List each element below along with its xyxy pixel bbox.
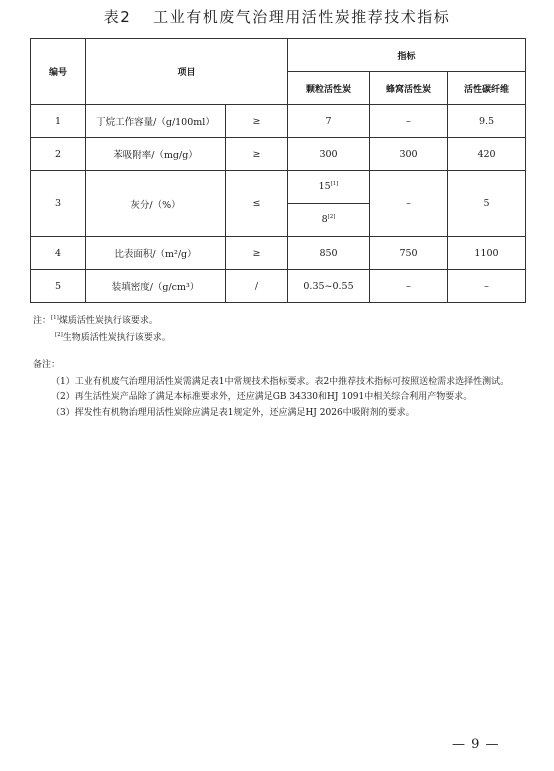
remarks-heading: 备注： xyxy=(33,360,61,370)
remark-3: （3）挥发性有机物治理用活性炭除应满足表1规定外，还应满足HJ 2026中吸附剂的要求。 xyxy=(51,407,415,418)
table-number: 表2 xyxy=(103,8,132,26)
cell-fiber: 1100 xyxy=(448,237,526,270)
cell-no: 5 xyxy=(31,270,86,303)
table-row xyxy=(31,237,526,270)
cell-op: ≥ xyxy=(226,105,288,138)
cell-op: ≥ xyxy=(226,237,288,270)
cell-honeycomb: – xyxy=(370,171,448,237)
cell-op: ≥ xyxy=(226,138,288,171)
table-row xyxy=(31,105,526,138)
cell-item: 装填密度/（g/cm³） xyxy=(86,270,226,303)
cell-no: 2 xyxy=(31,138,86,171)
cell-granular: 0.35~0.55 xyxy=(288,270,370,303)
cell-no: 1 xyxy=(31,105,86,138)
cell-granular: 7 xyxy=(288,105,370,138)
cell-granular: 850 xyxy=(288,237,370,270)
cell-granular: 300 xyxy=(288,138,370,171)
table-row xyxy=(31,270,526,303)
cell-honeycomb: – xyxy=(370,105,448,138)
cell-honeycomb: 750 xyxy=(370,237,448,270)
cell-honeycomb: 300 xyxy=(370,138,448,171)
remarks xyxy=(33,358,523,421)
header-fiber: 活性碳纤维 xyxy=(448,72,526,105)
cell-item: 苯吸附率/（mg/g） xyxy=(86,138,226,171)
table-notes xyxy=(33,311,523,345)
header-item: 项目 xyxy=(86,39,288,105)
cell-op: ≤ xyxy=(226,171,288,237)
table-row xyxy=(31,171,526,204)
remark-1: （1）工业有机废气治理用活性炭需满足表1中常规技术指标要求。表2中推荐技术指标可按照送检需求选择性测试。 xyxy=(51,376,510,387)
table-row xyxy=(31,138,526,171)
note-1: 注：[1]煤质活性炭执行该要求。 xyxy=(33,315,158,326)
cell-fiber: – xyxy=(448,270,526,303)
cell-fiber: 9.5 xyxy=(448,105,526,138)
table-title xyxy=(0,6,554,27)
cell-fiber: 5 xyxy=(448,171,526,237)
spec-table xyxy=(30,38,526,303)
header-row xyxy=(31,39,526,72)
cell-item: 丁烷工作容量/（g/100ml） xyxy=(86,105,226,138)
cell-op: / xyxy=(226,270,288,303)
cell-item: 灰分/（%） xyxy=(86,171,226,237)
cell-fiber: 420 xyxy=(448,138,526,171)
cell-no: 3 xyxy=(31,171,86,237)
cell-granular-biomass: 8[2] xyxy=(288,204,370,237)
cell-no: 4 xyxy=(31,237,86,270)
page-number: — 9 — xyxy=(452,737,500,752)
cell-honeycomb: – xyxy=(370,270,448,303)
remark-2: （2）再生活性炭产品除了满足本标准要求外，还应满足GB 34330和HJ 1091中相关综合利用产物要求。 xyxy=(51,392,473,402)
cell-item: 比表面积/（m²/g） xyxy=(86,237,226,270)
note-2: [2]生物质活性炭执行该要求。 xyxy=(55,332,171,343)
header-granular: 颗粒活性炭 xyxy=(288,72,370,105)
table-caption: 工业有机废气治理用活性炭推荐技术指标 xyxy=(153,8,451,26)
header-honeycomb: 蜂窝活性炭 xyxy=(370,72,448,105)
header-no: 编号 xyxy=(31,39,86,105)
header-indicators: 指标 xyxy=(288,39,526,72)
cell-granular-coal: 15[1] xyxy=(288,171,370,204)
